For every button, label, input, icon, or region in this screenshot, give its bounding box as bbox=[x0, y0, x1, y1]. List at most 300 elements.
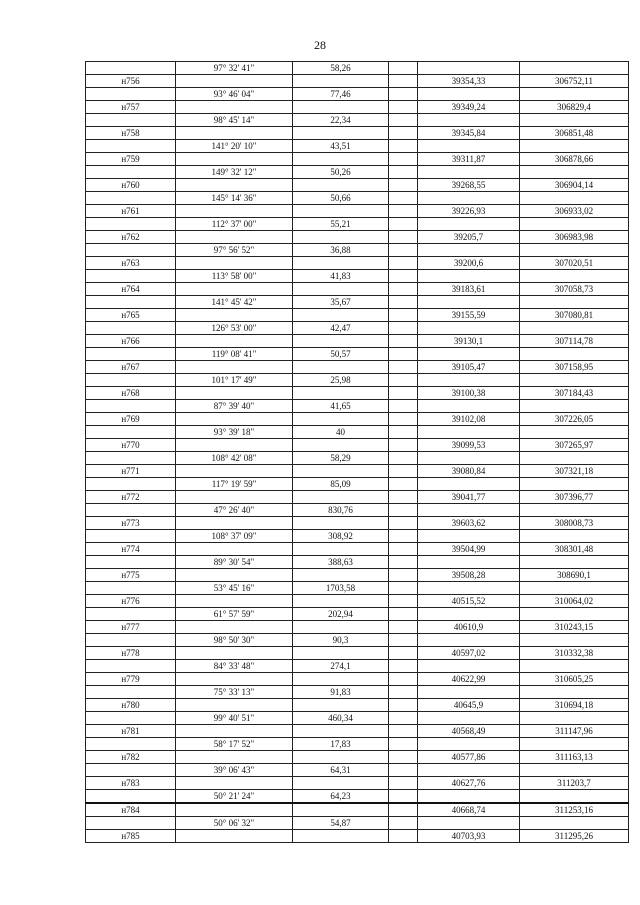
direction-angle-cell: 50° 06' 32" bbox=[176, 817, 293, 830]
y-coordinate-cell: 307396,77 bbox=[520, 491, 629, 504]
spacer-cell bbox=[389, 361, 418, 374]
segment-length-cell: 42,47 bbox=[293, 322, 389, 335]
spacer-cell bbox=[389, 686, 418, 699]
direction-angle-cell: 84° 33' 48" bbox=[176, 660, 293, 673]
segment-row bbox=[86, 140, 629, 153]
boundary-point-row bbox=[86, 751, 629, 764]
segment-length-cell: 85,09 bbox=[293, 478, 389, 491]
boundary-point-row bbox=[86, 361, 629, 374]
boundary-point-row bbox=[86, 647, 629, 660]
length-cell-empty bbox=[293, 153, 389, 166]
point-cell-empty bbox=[86, 556, 176, 569]
point-cell-empty bbox=[86, 660, 176, 673]
point-cell-empty bbox=[86, 322, 176, 335]
y-coordinate-cell: 306829,4 bbox=[520, 101, 629, 114]
spacer-cell bbox=[389, 830, 418, 843]
y-cell-empty bbox=[520, 608, 629, 621]
x-cell-empty bbox=[418, 296, 520, 309]
angle-cell-empty bbox=[176, 439, 293, 452]
point-name-cell: н761 bbox=[86, 205, 176, 218]
y-coordinate-cell: 307080,81 bbox=[520, 309, 629, 322]
direction-angle-cell: 99° 40' 51" bbox=[176, 712, 293, 725]
y-coordinate-cell: 307265,97 bbox=[520, 439, 629, 452]
y-cell-empty bbox=[520, 582, 629, 595]
point-name-cell: н775 bbox=[86, 569, 176, 582]
point-name-cell: н777 bbox=[86, 621, 176, 634]
y-cell-empty bbox=[520, 88, 629, 101]
y-coordinate-cell: 310605,25 bbox=[520, 673, 629, 686]
boundary-point-row bbox=[86, 673, 629, 686]
segment-row bbox=[86, 114, 629, 127]
point-cell-empty bbox=[86, 686, 176, 699]
x-coordinate-cell: 40645,9 bbox=[418, 699, 520, 712]
y-cell-empty bbox=[520, 790, 629, 804]
x-coordinate-cell: 39349,24 bbox=[418, 101, 520, 114]
segment-length-cell: 830,76 bbox=[293, 504, 389, 517]
y-cell-empty bbox=[520, 322, 629, 335]
y-cell-empty bbox=[520, 556, 629, 569]
direction-angle-cell: 117° 19' 59" bbox=[176, 478, 293, 491]
spacer-cell bbox=[389, 166, 418, 179]
direction-angle-cell: 108° 37' 09" bbox=[176, 530, 293, 543]
spacer-cell bbox=[389, 634, 418, 647]
direction-angle-cell: 97° 32' 41" bbox=[176, 62, 293, 75]
length-cell-empty bbox=[293, 231, 389, 244]
segment-length-cell: 40 bbox=[293, 426, 389, 439]
spacer-cell bbox=[389, 790, 418, 804]
point-cell-empty bbox=[86, 270, 176, 283]
y-cell-empty bbox=[520, 738, 629, 751]
y-coordinate-cell: 311253,16 bbox=[520, 803, 629, 817]
point-name-cell: н769 bbox=[86, 413, 176, 426]
boundary-point-row bbox=[86, 621, 629, 634]
y-coordinate-cell: 306904,14 bbox=[520, 179, 629, 192]
spacer-cell bbox=[389, 140, 418, 153]
segment-row bbox=[86, 452, 629, 465]
segment-length-cell: 41,83 bbox=[293, 270, 389, 283]
spacer-cell bbox=[389, 205, 418, 218]
angle-cell-empty bbox=[176, 803, 293, 817]
angle-cell-empty bbox=[176, 127, 293, 140]
segment-row bbox=[86, 790, 629, 804]
spacer-cell bbox=[389, 309, 418, 322]
boundary-point-row bbox=[86, 439, 629, 452]
y-coordinate-cell: 310064,02 bbox=[520, 595, 629, 608]
x-coordinate-cell: 39105,47 bbox=[418, 361, 520, 374]
point-cell-empty bbox=[86, 530, 176, 543]
y-cell-empty bbox=[520, 296, 629, 309]
length-cell-empty bbox=[293, 647, 389, 660]
segment-row bbox=[86, 530, 629, 543]
spacer-cell bbox=[389, 738, 418, 751]
x-coordinate-cell: 39041,77 bbox=[418, 491, 520, 504]
y-coordinate-cell: 307020,51 bbox=[520, 257, 629, 270]
y-coordinate-cell: 311147,96 bbox=[520, 725, 629, 738]
table-body bbox=[86, 62, 629, 843]
x-cell-empty bbox=[418, 712, 520, 725]
length-cell-empty bbox=[293, 257, 389, 270]
x-cell-empty bbox=[418, 88, 520, 101]
direction-angle-cell: 149° 32' 12" bbox=[176, 166, 293, 179]
length-cell-empty bbox=[293, 517, 389, 530]
boundary-point-row bbox=[86, 335, 629, 348]
direction-angle-cell: 39° 06' 43" bbox=[176, 764, 293, 777]
y-cell-empty bbox=[520, 634, 629, 647]
point-name-cell: н779 bbox=[86, 673, 176, 686]
segment-length-cell: 35,67 bbox=[293, 296, 389, 309]
angle-cell-empty bbox=[176, 647, 293, 660]
length-cell-empty bbox=[293, 283, 389, 296]
y-cell-empty bbox=[520, 686, 629, 699]
spacer-cell bbox=[389, 114, 418, 127]
direction-angle-cell: 58° 17' 52" bbox=[176, 738, 293, 751]
y-coordinate-cell: 307226,05 bbox=[520, 413, 629, 426]
length-cell-empty bbox=[293, 725, 389, 738]
length-cell-empty bbox=[293, 127, 389, 140]
length-cell-empty bbox=[293, 543, 389, 556]
boundary-coordinates-table bbox=[85, 61, 629, 843]
x-cell-empty bbox=[418, 817, 520, 830]
direction-angle-cell: 89° 30' 54" bbox=[176, 556, 293, 569]
point-name-cell: н783 bbox=[86, 777, 176, 790]
x-cell-empty bbox=[418, 62, 520, 75]
segment-length-cell: 22,34 bbox=[293, 114, 389, 127]
segment-length-cell: 43,51 bbox=[293, 140, 389, 153]
x-coordinate-cell: 39102,08 bbox=[418, 413, 520, 426]
length-cell-empty bbox=[293, 465, 389, 478]
point-name-cell: н772 bbox=[86, 491, 176, 504]
length-cell-empty bbox=[293, 75, 389, 88]
y-cell-empty bbox=[520, 530, 629, 543]
spacer-cell bbox=[389, 127, 418, 140]
point-name-cell: н763 bbox=[86, 257, 176, 270]
segment-row bbox=[86, 712, 629, 725]
point-cell-empty bbox=[86, 504, 176, 517]
x-coordinate-cell: 39268,55 bbox=[418, 179, 520, 192]
point-cell-empty bbox=[86, 140, 176, 153]
y-cell-empty bbox=[520, 270, 629, 283]
direction-angle-cell: 87° 39' 40" bbox=[176, 400, 293, 413]
x-coordinate-cell: 40703,93 bbox=[418, 830, 520, 843]
segment-row bbox=[86, 88, 629, 101]
y-coordinate-cell: 306752,11 bbox=[520, 75, 629, 88]
direction-angle-cell: 119° 08' 41" bbox=[176, 348, 293, 361]
length-cell-empty bbox=[293, 439, 389, 452]
y-cell-empty bbox=[520, 192, 629, 205]
x-cell-empty bbox=[418, 114, 520, 127]
boundary-point-row bbox=[86, 465, 629, 478]
direction-angle-cell: 61° 57' 59" bbox=[176, 608, 293, 621]
y-cell-empty bbox=[520, 244, 629, 257]
spacer-cell bbox=[389, 764, 418, 777]
spacer-cell bbox=[389, 400, 418, 413]
segment-row bbox=[86, 660, 629, 673]
segment-row bbox=[86, 218, 629, 231]
segment-row bbox=[86, 426, 629, 439]
x-coordinate-cell: 40577,86 bbox=[418, 751, 520, 764]
x-cell-empty bbox=[418, 400, 520, 413]
spacer-cell bbox=[389, 218, 418, 231]
angle-cell-empty bbox=[176, 699, 293, 712]
segment-row bbox=[86, 504, 629, 517]
x-coordinate-cell: 39183,61 bbox=[418, 283, 520, 296]
segment-row bbox=[86, 764, 629, 777]
spacer-cell bbox=[389, 608, 418, 621]
segment-length-cell: 77,46 bbox=[293, 88, 389, 101]
y-cell-empty bbox=[520, 400, 629, 413]
x-coordinate-cell: 40668,74 bbox=[418, 803, 520, 817]
direction-angle-cell: 101° 17' 49" bbox=[176, 374, 293, 387]
point-name-cell: н762 bbox=[86, 231, 176, 244]
direction-angle-cell: 145° 14' 36" bbox=[176, 192, 293, 205]
segment-length-cell: 58,26 bbox=[293, 62, 389, 75]
length-cell-empty bbox=[293, 205, 389, 218]
x-cell-empty bbox=[418, 270, 520, 283]
spacer-cell bbox=[389, 101, 418, 114]
x-cell-empty bbox=[418, 452, 520, 465]
segment-row bbox=[86, 166, 629, 179]
y-cell-empty bbox=[520, 712, 629, 725]
segment-length-cell: 41,65 bbox=[293, 400, 389, 413]
y-cell-empty bbox=[520, 374, 629, 387]
boundary-point-row bbox=[86, 543, 629, 556]
segment-row bbox=[86, 582, 629, 595]
spacer-cell bbox=[389, 387, 418, 400]
spacer-cell bbox=[389, 699, 418, 712]
boundary-point-row bbox=[86, 491, 629, 504]
x-coordinate-cell: 39205,7 bbox=[418, 231, 520, 244]
point-cell-empty bbox=[86, 452, 176, 465]
angle-cell-empty bbox=[176, 595, 293, 608]
spacer-cell bbox=[389, 88, 418, 101]
segment-length-cell: 54,87 bbox=[293, 817, 389, 830]
point-name-cell: н759 bbox=[86, 153, 176, 166]
direction-angle-cell: 141° 45' 42" bbox=[176, 296, 293, 309]
segment-row bbox=[86, 478, 629, 491]
x-coordinate-cell: 39200,6 bbox=[418, 257, 520, 270]
spacer-cell bbox=[389, 595, 418, 608]
boundary-point-row bbox=[86, 517, 629, 530]
spacer-cell bbox=[389, 569, 418, 582]
point-name-cell: н765 bbox=[86, 309, 176, 322]
y-coordinate-cell: 306933,02 bbox=[520, 205, 629, 218]
angle-cell-empty bbox=[176, 153, 293, 166]
segment-length-cell: 64,31 bbox=[293, 764, 389, 777]
y-coordinate-cell: 311203,7 bbox=[520, 777, 629, 790]
point-name-cell: н760 bbox=[86, 179, 176, 192]
point-cell-empty bbox=[86, 582, 176, 595]
point-name-cell: н770 bbox=[86, 439, 176, 452]
point-name-cell: н764 bbox=[86, 283, 176, 296]
segment-length-cell: 25,98 bbox=[293, 374, 389, 387]
y-cell-empty bbox=[520, 114, 629, 127]
boundary-point-row bbox=[86, 205, 629, 218]
direction-angle-cell: 75° 33' 13" bbox=[176, 686, 293, 699]
x-cell-empty bbox=[418, 218, 520, 231]
spacer-cell bbox=[389, 530, 418, 543]
boundary-point-row bbox=[86, 803, 629, 817]
y-coordinate-cell: 306983,98 bbox=[520, 231, 629, 244]
y-coordinate-cell: 310243,15 bbox=[520, 621, 629, 634]
page-number: 28 bbox=[314, 38, 326, 52]
x-cell-empty bbox=[418, 738, 520, 751]
spacer-cell bbox=[389, 348, 418, 361]
angle-cell-empty bbox=[176, 257, 293, 270]
length-cell-empty bbox=[293, 699, 389, 712]
spacer-cell bbox=[389, 153, 418, 166]
length-cell-empty bbox=[293, 413, 389, 426]
point-name-cell: н767 bbox=[86, 361, 176, 374]
angle-cell-empty bbox=[176, 231, 293, 244]
direction-angle-cell: 97° 56' 52" bbox=[176, 244, 293, 257]
y-coordinate-cell: 307184,43 bbox=[520, 387, 629, 400]
point-name-cell: н784 bbox=[86, 803, 176, 817]
segment-row bbox=[86, 634, 629, 647]
segment-row bbox=[86, 817, 629, 830]
length-cell-empty bbox=[293, 803, 389, 817]
x-coordinate-cell: 39345,84 bbox=[418, 127, 520, 140]
y-cell-empty bbox=[520, 62, 629, 75]
length-cell-empty bbox=[293, 309, 389, 322]
direction-angle-cell: 93° 46' 04" bbox=[176, 88, 293, 101]
boundary-point-row bbox=[86, 413, 629, 426]
spacer-cell bbox=[389, 413, 418, 426]
length-cell-empty bbox=[293, 361, 389, 374]
angle-cell-empty bbox=[176, 335, 293, 348]
x-cell-empty bbox=[418, 192, 520, 205]
point-cell-empty bbox=[86, 348, 176, 361]
spacer-cell bbox=[389, 803, 418, 817]
segment-length-cell: 50,66 bbox=[293, 192, 389, 205]
x-cell-empty bbox=[418, 322, 520, 335]
segment-length-cell: 90,3 bbox=[293, 634, 389, 647]
x-cell-empty bbox=[418, 790, 520, 804]
y-cell-empty bbox=[520, 140, 629, 153]
y-coordinate-cell: 307321,18 bbox=[520, 465, 629, 478]
x-coordinate-cell: 39354,33 bbox=[418, 75, 520, 88]
angle-cell-empty bbox=[176, 179, 293, 192]
x-coordinate-cell: 39155,59 bbox=[418, 309, 520, 322]
spacer-cell bbox=[389, 283, 418, 296]
angle-cell-empty bbox=[176, 673, 293, 686]
spacer-cell bbox=[389, 335, 418, 348]
boundary-point-row bbox=[86, 101, 629, 114]
spacer-cell bbox=[389, 62, 418, 75]
spacer-cell bbox=[389, 322, 418, 335]
x-coordinate-cell: 39099,53 bbox=[418, 439, 520, 452]
x-cell-empty bbox=[418, 140, 520, 153]
y-cell-empty bbox=[520, 478, 629, 491]
x-cell-empty bbox=[418, 348, 520, 361]
length-cell-empty bbox=[293, 179, 389, 192]
point-cell-empty bbox=[86, 400, 176, 413]
spacer-cell bbox=[389, 725, 418, 738]
y-coordinate-cell: 307114,78 bbox=[520, 335, 629, 348]
point-cell-empty bbox=[86, 62, 176, 75]
spacer-cell bbox=[389, 478, 418, 491]
y-cell-empty bbox=[520, 660, 629, 673]
spacer-cell bbox=[389, 426, 418, 439]
angle-cell-empty bbox=[176, 621, 293, 634]
spacer-cell bbox=[389, 257, 418, 270]
spacer-cell bbox=[389, 504, 418, 517]
y-cell-empty bbox=[520, 348, 629, 361]
spacer-cell bbox=[389, 296, 418, 309]
boundary-point-row bbox=[86, 153, 629, 166]
spacer-cell bbox=[389, 374, 418, 387]
y-coordinate-cell: 308301,48 bbox=[520, 543, 629, 556]
point-cell-empty bbox=[86, 192, 176, 205]
spacer-cell bbox=[389, 465, 418, 478]
boundary-point-row bbox=[86, 569, 629, 582]
point-cell-empty bbox=[86, 244, 176, 257]
x-cell-empty bbox=[418, 504, 520, 517]
point-cell-empty bbox=[86, 296, 176, 309]
spacer-cell bbox=[389, 452, 418, 465]
y-cell-empty bbox=[520, 426, 629, 439]
point-cell-empty bbox=[86, 166, 176, 179]
x-cell-empty bbox=[418, 634, 520, 647]
spacer-cell bbox=[389, 712, 418, 725]
y-cell-empty bbox=[520, 504, 629, 517]
y-coordinate-cell: 307158,95 bbox=[520, 361, 629, 374]
length-cell-empty bbox=[293, 751, 389, 764]
x-coordinate-cell: 39130,1 bbox=[418, 335, 520, 348]
segment-length-cell: 17,83 bbox=[293, 738, 389, 751]
x-coordinate-cell: 39508,28 bbox=[418, 569, 520, 582]
direction-angle-cell: 98° 50' 30" bbox=[176, 634, 293, 647]
point-name-cell: н785 bbox=[86, 830, 176, 843]
y-coordinate-cell: 308008,73 bbox=[520, 517, 629, 530]
segment-row bbox=[86, 322, 629, 335]
point-cell-empty bbox=[86, 608, 176, 621]
segment-row bbox=[86, 244, 629, 257]
segment-length-cell: 460,34 bbox=[293, 712, 389, 725]
segment-length-cell: 64,23 bbox=[293, 790, 389, 804]
boundary-point-row bbox=[86, 309, 629, 322]
spacer-cell bbox=[389, 491, 418, 504]
point-name-cell: н773 bbox=[86, 517, 176, 530]
x-coordinate-cell: 39080,84 bbox=[418, 465, 520, 478]
point-cell-empty bbox=[86, 426, 176, 439]
point-cell-empty bbox=[86, 374, 176, 387]
spacer-cell bbox=[389, 517, 418, 530]
angle-cell-empty bbox=[176, 413, 293, 426]
segment-length-cell: 1703,58 bbox=[293, 582, 389, 595]
length-cell-empty bbox=[293, 387, 389, 400]
point-cell-empty bbox=[86, 790, 176, 804]
point-name-cell: н780 bbox=[86, 699, 176, 712]
x-coordinate-cell: 40597,02 bbox=[418, 647, 520, 660]
spacer-cell bbox=[389, 673, 418, 686]
y-cell-empty bbox=[520, 764, 629, 777]
angle-cell-empty bbox=[176, 569, 293, 582]
x-coordinate-cell: 40627,76 bbox=[418, 777, 520, 790]
point-cell-empty bbox=[86, 478, 176, 491]
length-cell-empty bbox=[293, 621, 389, 634]
length-cell-empty bbox=[293, 830, 389, 843]
segment-length-cell: 50,26 bbox=[293, 166, 389, 179]
angle-cell-empty bbox=[176, 517, 293, 530]
direction-angle-cell: 112° 37' 00" bbox=[176, 218, 293, 231]
point-cell-empty bbox=[86, 634, 176, 647]
point-cell-empty bbox=[86, 817, 176, 830]
x-cell-empty bbox=[418, 582, 520, 595]
point-name-cell: н778 bbox=[86, 647, 176, 660]
point-cell-empty bbox=[86, 88, 176, 101]
angle-cell-empty bbox=[176, 361, 293, 374]
segment-length-cell: 91,83 bbox=[293, 686, 389, 699]
